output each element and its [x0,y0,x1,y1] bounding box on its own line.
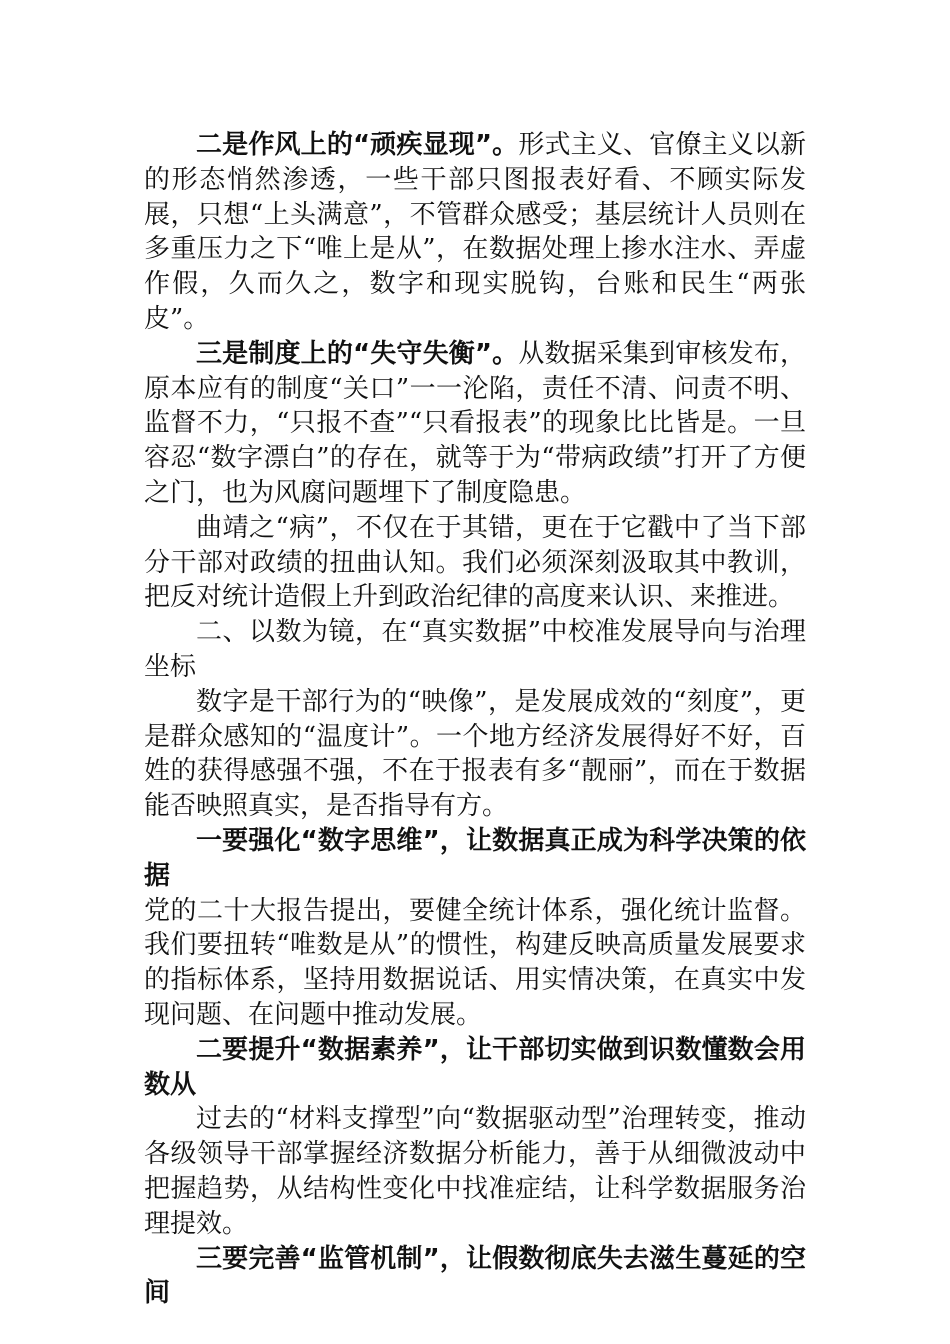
subheading-data-literacy: 二要提升“数据素养”，让干部切实做到识数懂数会用数从 [144,1034,806,1100]
paragraph-statistics-system: 党的二十大报告提出，要健全统计体系，强化统计监督。我们要扭转“唯数是从”的惯性，构建反映高质量发展要求的指标体系，坚持用数据说话、用实情决策，在真实中发现问题、在问题中推动发展。 [144,895,806,1030]
paragraph-body: 形式主义、官僚主义以新的形态悄然渗透，一些干部只图报表好看、不顾实际发展，只想“上头满意”，不管群众感受；基层统计人员则在多重压力之下“唯上是从”，在数据处理上掺水注水、弄虚作假，久而久之，数字和现实脱钩，台账和民生“两张皮”。 [144,130,806,334]
section-heading-two: 二、以数为镜，在“真实数据”中校准发展导向与治理坐标 [144,617,806,682]
paragraph-lead-bold: 三是制度上的“失守失衡”。 [196,338,519,369]
paragraph-body: 从数据采集到审核发布，原本应有的制度“关口”一一沦陷，责任不清、问责不明、监督不力，“只报不查”“只看报表”的现象比比皆是。一旦容忍“数字漂白”的存在，就等于为“带病政绩”打开了方便之门，也为风腐问题埋下了制度隐患。 [144,338,806,508]
document-page [144,128,806,1311]
paragraph-work-style [144,128,806,337]
subheading-digital-thinking: 一要强化“数字思维”，让数据真正成为科学决策的依据 [144,825,806,891]
paragraph-numbers-mirror: 数字是干部行为的“映像”，是发展成效的“刻度”，更是群众感知的“温度计”。一个地方经济发展得好不好，百姓的获得感强不强，不在于报表有多“靓丽”，而在于数据能否映照真实，是否指导有方。 [144,686,806,822]
paragraph-qujing-lesson: 曲靖之“病”，不仅在于其错，更在于它戳中了当下部分干部对政绩的扭曲认知。我们必须深刻汲取其中教训，把反对统计造假上升到政治纪律的高度来认识、来推进。 [144,512,806,613]
paragraph-data-driven: 过去的“材料支撑型”向“数据驱动型”治理转变，推动各级领导干部掌握经济数据分析能力，善于从细微波动中把握趋势，从结构性变化中找准症结，让科学数据服务治理提效。 [144,1104,806,1239]
paragraph-lead-bold: 二是作风上的“顽疾显现”。 [196,130,519,160]
subheading-supervision: 三要完善“监管机制”，让假数彻底失去滋生蔓延的空间 [144,1243,806,1309]
paragraph-institution [144,337,806,511]
